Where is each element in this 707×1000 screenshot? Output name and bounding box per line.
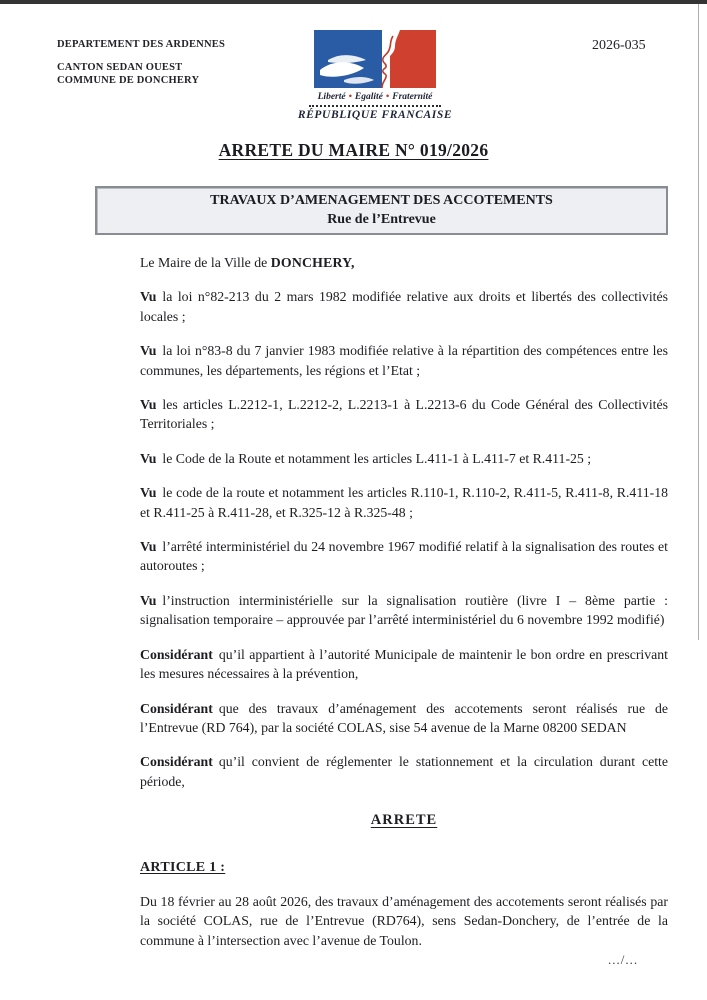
republique-francaise-label: RÉPUBLIQUE FRANCAISE (297, 109, 453, 121)
paragraph-text: la loi n°83-8 du 7 janvier 1983 modifiée relative à la répartition des compétences entre les communes, les départements, les régions et l’Etat ; (140, 343, 668, 378)
vu-paragraph (140, 591, 668, 630)
article-1-text: Du 18 février au 28 août 2026, des travaux d’aménagement des accotements seront réalisés par la société COLAS, rue de l’Entrevue (RD764), sens Sedan-Donchery, de l’entrée de la commune à l’intersection avec l’avenue de Toulon. (140, 893, 668, 948)
motto-egalite: Egalité (354, 92, 383, 102)
paragraph-text: l’arrêté interministériel du 24 novembre 1967 modifié relatif à la signalisation des routes et autoroutes ; (140, 539, 668, 574)
continuation-mark: .../... (608, 952, 639, 967)
considerant-paragraph (140, 752, 668, 791)
paragraph-text: la loi n°82-213 du 2 mars 1982 modifiée relative aux droits et libertés des collectivités locales ; (140, 289, 668, 324)
scan-top-edge (0, 0, 707, 4)
vu-paragraph (140, 449, 668, 468)
paragraph-lead: Vu (140, 485, 157, 501)
vu-paragraph (140, 395, 668, 434)
header-left-block (57, 38, 225, 87)
arrete-heading: ARRETE (370, 812, 438, 829)
paragraph-lead: Vu (140, 289, 157, 305)
paragraph-lead: Vu (140, 539, 157, 555)
subject-line-2: Rue de l’Entrevue (327, 212, 436, 227)
considerant-paragraph (140, 645, 668, 684)
motto-fraternite: Fraternité (392, 92, 433, 102)
marianne-flag-icon (314, 30, 436, 88)
paragraph-text: qu’il appartient à l’autorité Municipale de maintenir le bon ordre en prescrivant les mesures nécessaires à la prévention, (140, 646, 668, 682)
paragraph-lead: Considérant (140, 646, 213, 662)
paragraph-text: que des travaux d’aménagement des accotements seront réalisés rue de l’Entrevue (RD 764), par la société COLAS, sise 54 avenue de la Marne 08200 SEDAN (140, 700, 668, 735)
commune-label: COMMUNE DE DONCHERY (57, 75, 200, 86)
motto-line (290, 92, 460, 102)
motto-divider (309, 105, 441, 107)
canton-label: CANTON SEDAN OUEST (57, 62, 183, 73)
motto-dot: • (385, 92, 390, 102)
french-republic-logo (290, 30, 460, 121)
paragraph-text: le Code de la Route et notamment les articles L.411-1 à L.411-7 et R.411-25 ; (162, 450, 592, 466)
paragraph-text: les articles L.2212-1, L.2212-2, L.2213-1 à L.2213-6 du Code Général des Collectivités Territoriales ; (140, 397, 668, 432)
intro-paragraph (140, 253, 668, 272)
paragraph-lead: Vu (140, 343, 157, 359)
decree-title: ARRETE DU MAIRE N° 019/2026 (218, 140, 489, 160)
department-label: DEPARTEMENT DES ARDENNES (57, 39, 225, 50)
subject-box (95, 186, 668, 235)
paragraph-text: le code de la route et notamment les articles R.110-1, R.110-2, R.411-5, R.411-8, R.411-18 et R.411-25 à R.411-28, et R.325-12 à R.325-48 ; (140, 485, 668, 520)
paragraph-lead: Vu (140, 450, 157, 466)
paragraph-lead: Considérant (140, 754, 213, 770)
vu-paragraph (140, 483, 668, 522)
vu-paragraph (140, 287, 668, 326)
reference-number: 2026-035 (592, 38, 646, 53)
scan-right-edge (698, 4, 699, 640)
paragraph-lead: Vu (140, 397, 157, 413)
paragraph-lead: Vu (140, 592, 157, 608)
article-1-heading: ARTICLE 1 : (140, 859, 226, 875)
document-body (140, 253, 668, 965)
subject-line-1: TRAVAUX D’AMENAGEMENT DES ACCOTEMENTS (210, 193, 553, 208)
paragraph-text: qu’il convient de réglementer le stationnement et la circulation durant cette période, (140, 754, 668, 789)
considerant-paragraph (140, 699, 668, 738)
paragraph-text: l’instruction interministérielle sur la signalisation routière (livre I – 8ème partie : signalisation temporaire – approuvée par l’arrêté interministériel du 6 novembre 1992 modifié) (140, 592, 668, 628)
vu-paragraph (140, 341, 668, 380)
motto-dot: • (348, 92, 352, 102)
motto-liberte: Liberté (317, 92, 346, 102)
intro-commune-name: DONCHERY, (270, 255, 355, 270)
intro-prefix: Le Maire de la Ville de (140, 255, 268, 270)
vu-paragraph (140, 537, 668, 576)
paragraph-lead: Considérant (140, 700, 213, 716)
